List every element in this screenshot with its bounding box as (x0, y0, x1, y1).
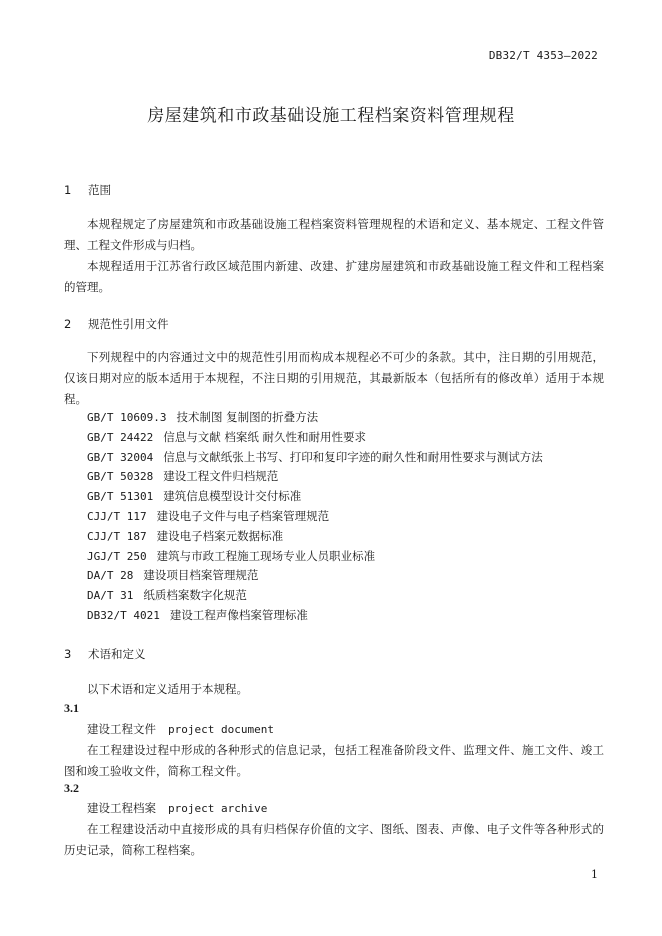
reference-item (87, 408, 543, 428)
section-number: 3 (64, 647, 72, 661)
scope-paragraph-2: 本规程适用于江苏省行政区域范围内新建、改建、扩建房屋建筑和市政基础设施工程文件和工程档案的管理。 (64, 259, 604, 294)
term-definition: 在工程建设过程中形成的各种形式的信息记录，包括工程准备阶段文件、监理文件、施工文件、竣工图和竣工验收文件，简称工程文件。 (64, 743, 604, 778)
document-title: 房屋建筑和市政基础设施工程档案资料管理规程 (147, 106, 515, 126)
reference-code: GB/T 51301 (87, 490, 154, 504)
reference-code: GB/T 50328 (87, 470, 154, 484)
reference-name: 建设工程文件归档规范 (163, 469, 279, 484)
terms-intro: 以下术语和定义适用于本规程。 (87, 682, 248, 696)
section-heading-references (64, 316, 169, 332)
reference-name: 建筑信息模型设计交付标准 (163, 489, 302, 504)
reference-name: 建设电子文件与电子档案管理规范 (156, 508, 330, 523)
reference-item (87, 566, 543, 586)
reference-item (87, 547, 543, 567)
reference-item (87, 586, 543, 606)
references-intro: 下列规程中的内容通过文中的规范性引用而构成本规程必不可少的条款。其中，注日期的引用规范，仅该日期对应的版本适用于本规程，不注日期的引用规范，其最新版本（包括所有的修改单）适用于本规程。 (64, 350, 604, 406)
reference-name: 建设电子档案元数据标准 (156, 528, 284, 543)
reference-code: GB/T 10609.3 (87, 411, 167, 424)
reference-code: DB32/T 4021 (87, 608, 160, 622)
scope-paragraph-1: 本规程规定了房屋建筑和市政基础设施工程档案资料管理规程的术语和定义、基本规定、工程文件管理、工程文件形成与归档。 (64, 217, 604, 252)
section-number: 1 (64, 183, 72, 197)
section-title: 规范性引用文件 (88, 317, 169, 331)
reference-code: DA/T 31 (87, 589, 134, 603)
reference-item (87, 527, 543, 547)
reference-name: 信息与文献 档案纸 耐久性和耐用性要求 (163, 429, 367, 444)
reference-name: 建设工程声像档案管理标准 (169, 607, 308, 622)
reference-item (87, 507, 543, 527)
document-code: DB32/T 4353—2022 (488, 49, 598, 62)
section-heading-scope (64, 182, 111, 198)
reference-item (87, 448, 543, 468)
term-definition: 在工程建设活动中直接形成的具有归档保存价值的文字、图纸、图表、声像、电子文件等各种形式的历史记录，简称工程档案。 (64, 822, 604, 857)
reference-code: GB/T 32004 (87, 450, 154, 464)
term-english: project archive (168, 802, 268, 815)
section-title: 范围 (88, 183, 111, 197)
term-english: project document (168, 723, 274, 736)
section-number: 2 (64, 317, 72, 331)
section-heading-terms (64, 646, 146, 662)
reference-code: CJJ/T 117 (87, 509, 147, 523)
term-number: 3.1 (64, 701, 79, 715)
reference-item (87, 428, 543, 448)
reference-list (87, 408, 543, 626)
term-chinese: 建设工程档案 (87, 801, 156, 815)
reference-name: 信息与文献纸张上书写、打印和复印字迹的耐久性和耐用性要求与测试方法 (163, 449, 543, 464)
reference-item (87, 487, 543, 507)
page-number: 1 (591, 868, 598, 881)
reference-item (87, 606, 543, 626)
reference-name: 纸质档案数字化规范 (143, 588, 247, 603)
reference-code: DA/T 28 (87, 569, 134, 583)
reference-code: JGJ/T 250 (87, 549, 147, 563)
term-number: 3.2 (64, 781, 79, 795)
section-title: 术语和定义 (88, 647, 146, 661)
reference-name: 建设项目档案管理规范 (143, 568, 259, 583)
reference-code: GB/T 24422 (87, 430, 154, 444)
reference-code: CJJ/T 187 (87, 529, 147, 543)
reference-name: 建筑与市政工程施工现场专业人员职业标准 (156, 548, 376, 563)
reference-name: 技术制图 复制图的折叠方法 (176, 410, 319, 424)
reference-item (87, 467, 543, 487)
term-entry (87, 800, 267, 816)
term-chinese: 建设工程文件 (87, 722, 156, 736)
term-entry (87, 721, 274, 737)
